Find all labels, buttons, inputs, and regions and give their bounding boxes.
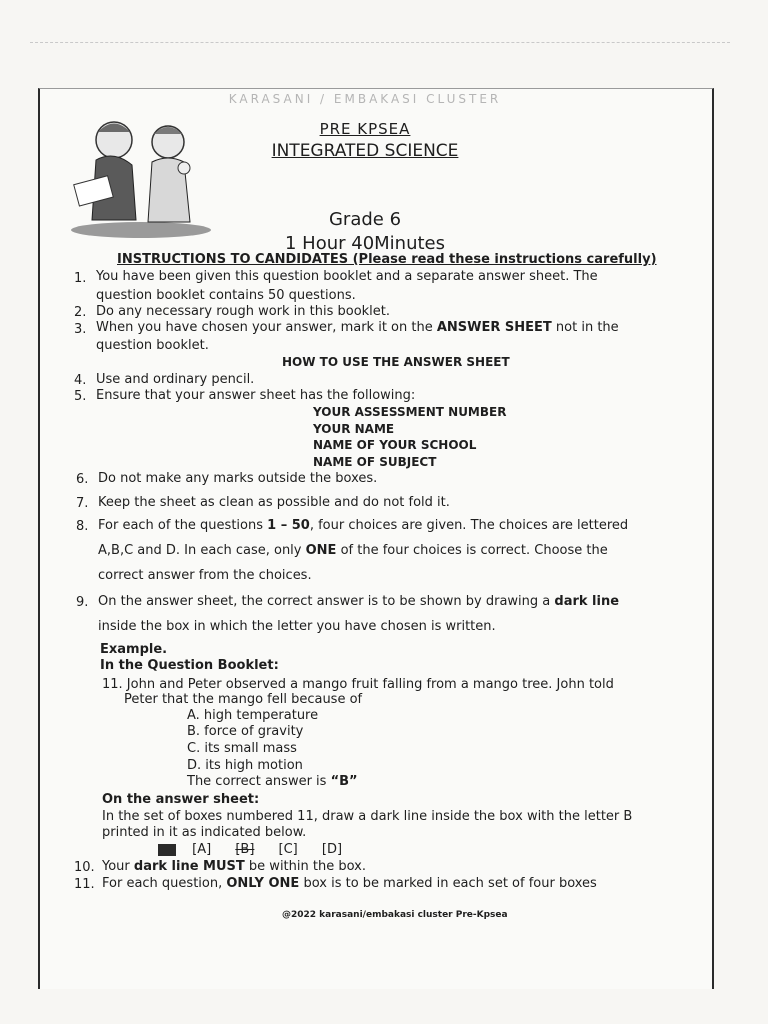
answer-box-c: [C] — [278, 842, 298, 857]
instruction-line: Do any necessary rough work in this booklet. — [96, 304, 391, 319]
instruction-line: For each of the questions 1 – 50, four choices are given. The choices are lettered — [98, 518, 629, 533]
instruction-line: inside the box in which the letter you have chosen is written. — [98, 619, 496, 634]
answer-boxes-row — [158, 842, 342, 857]
example-label: Example. — [100, 642, 168, 657]
example-question: 11. John and Peter observed a mango fruit falling from a mango tree. John told — [102, 677, 614, 692]
item-number: 11. — [74, 877, 95, 892]
grade-label: Grade 6 — [328, 209, 402, 230]
correct-answer: The correct answer is “B” — [187, 774, 358, 789]
example-option: C. its small mass — [187, 741, 297, 756]
instruction-line: On the answer sheet, the correct answer is to be shown by drawing a dark line — [98, 594, 620, 609]
item-number: 10. — [74, 860, 95, 875]
example-option: B. force of gravity — [187, 724, 304, 739]
answer-box-a: [A] — [192, 842, 212, 857]
answer-sheet-heading: HOW TO USE THE ANSWER SHEET — [282, 355, 510, 369]
duration-label: 1 Hour 40Minutes — [284, 233, 445, 254]
instruction-line: For each question, ONLY ONE box is to be marked in each set of four boxes — [102, 876, 597, 891]
subject-title: INTEGRATED SCIENCE — [271, 141, 459, 161]
item-number: 8. — [76, 519, 89, 534]
instruction-line: You have been given this question booklet and a separate answer sheet. The — [96, 269, 598, 284]
item-number: 9. — [76, 595, 89, 610]
item-number: 6. — [76, 472, 89, 487]
scan-edge — [30, 42, 730, 43]
example-option: A. high temperature — [187, 708, 319, 723]
answer-sheet-field: NAME OF YOUR SCHOOL — [313, 438, 477, 452]
instruction-line: A,B,C and D. In each case, only ONE of the four choices is correct. Choose the — [98, 543, 608, 558]
answer-box-d: [D] — [321, 842, 343, 857]
exam-title: PRE KPSEA — [319, 120, 411, 138]
instructions-heading: INSTRUCTIONS TO CANDIDATES (Please read these instructions carefully) — [117, 252, 657, 267]
sheet-instruction: printed in it as indicated below. — [102, 825, 307, 840]
instruction-line: question booklet contains 50 questions. — [96, 288, 356, 303]
item-number: 1. — [74, 271, 87, 286]
answer-sheet-field: NAME OF SUBJECT — [313, 455, 437, 469]
instruction-line: When you have chosen your answer, mark it on the ANSWER SHEET not in the — [96, 320, 619, 335]
example-question: Peter that the mango fell because of — [124, 692, 363, 707]
item-number: 3. — [74, 322, 87, 337]
footer-copyright: @2022 karasani/embakasi cluster Pre-Kpsea — [282, 910, 508, 920]
instruction-line: Use and ordinary pencil. — [96, 372, 255, 387]
example-option: D. its high motion — [187, 758, 303, 773]
filled-box-icon — [158, 844, 176, 856]
faded-cluster-title: KARASANI / EMBAKASI CLUSTER — [228, 92, 502, 106]
instruction-line: question booklet. — [96, 338, 209, 353]
item-number: 5. — [74, 389, 87, 404]
answer-sheet-field: YOUR NAME — [313, 422, 395, 436]
item-number: 4. — [74, 373, 87, 388]
sheet-instruction: In the set of boxes numbered 11, draw a dark line inside the box with the letter B — [102, 809, 633, 824]
instruction-line: Do not make any marks outside the boxes. — [98, 471, 378, 486]
instruction-line: Ensure that your answer sheet has the following: — [96, 388, 416, 403]
instruction-line: Your dark line MUST be within the box. — [102, 859, 366, 874]
children-reading-icon — [66, 110, 216, 240]
instruction-line: correct answer from the choices. — [98, 568, 312, 583]
item-number: 7. — [76, 496, 89, 511]
answer-box-b: [B] — [235, 842, 255, 857]
item-number: 2. — [74, 305, 87, 320]
instruction-line: Keep the sheet as clean as possible and do not fold it. — [98, 495, 450, 510]
answer-sheet-field: YOUR ASSESSMENT NUMBER — [313, 405, 507, 419]
sheet-label: On the answer sheet: — [102, 792, 260, 807]
booklet-label: In the Question Booklet: — [100, 658, 279, 673]
